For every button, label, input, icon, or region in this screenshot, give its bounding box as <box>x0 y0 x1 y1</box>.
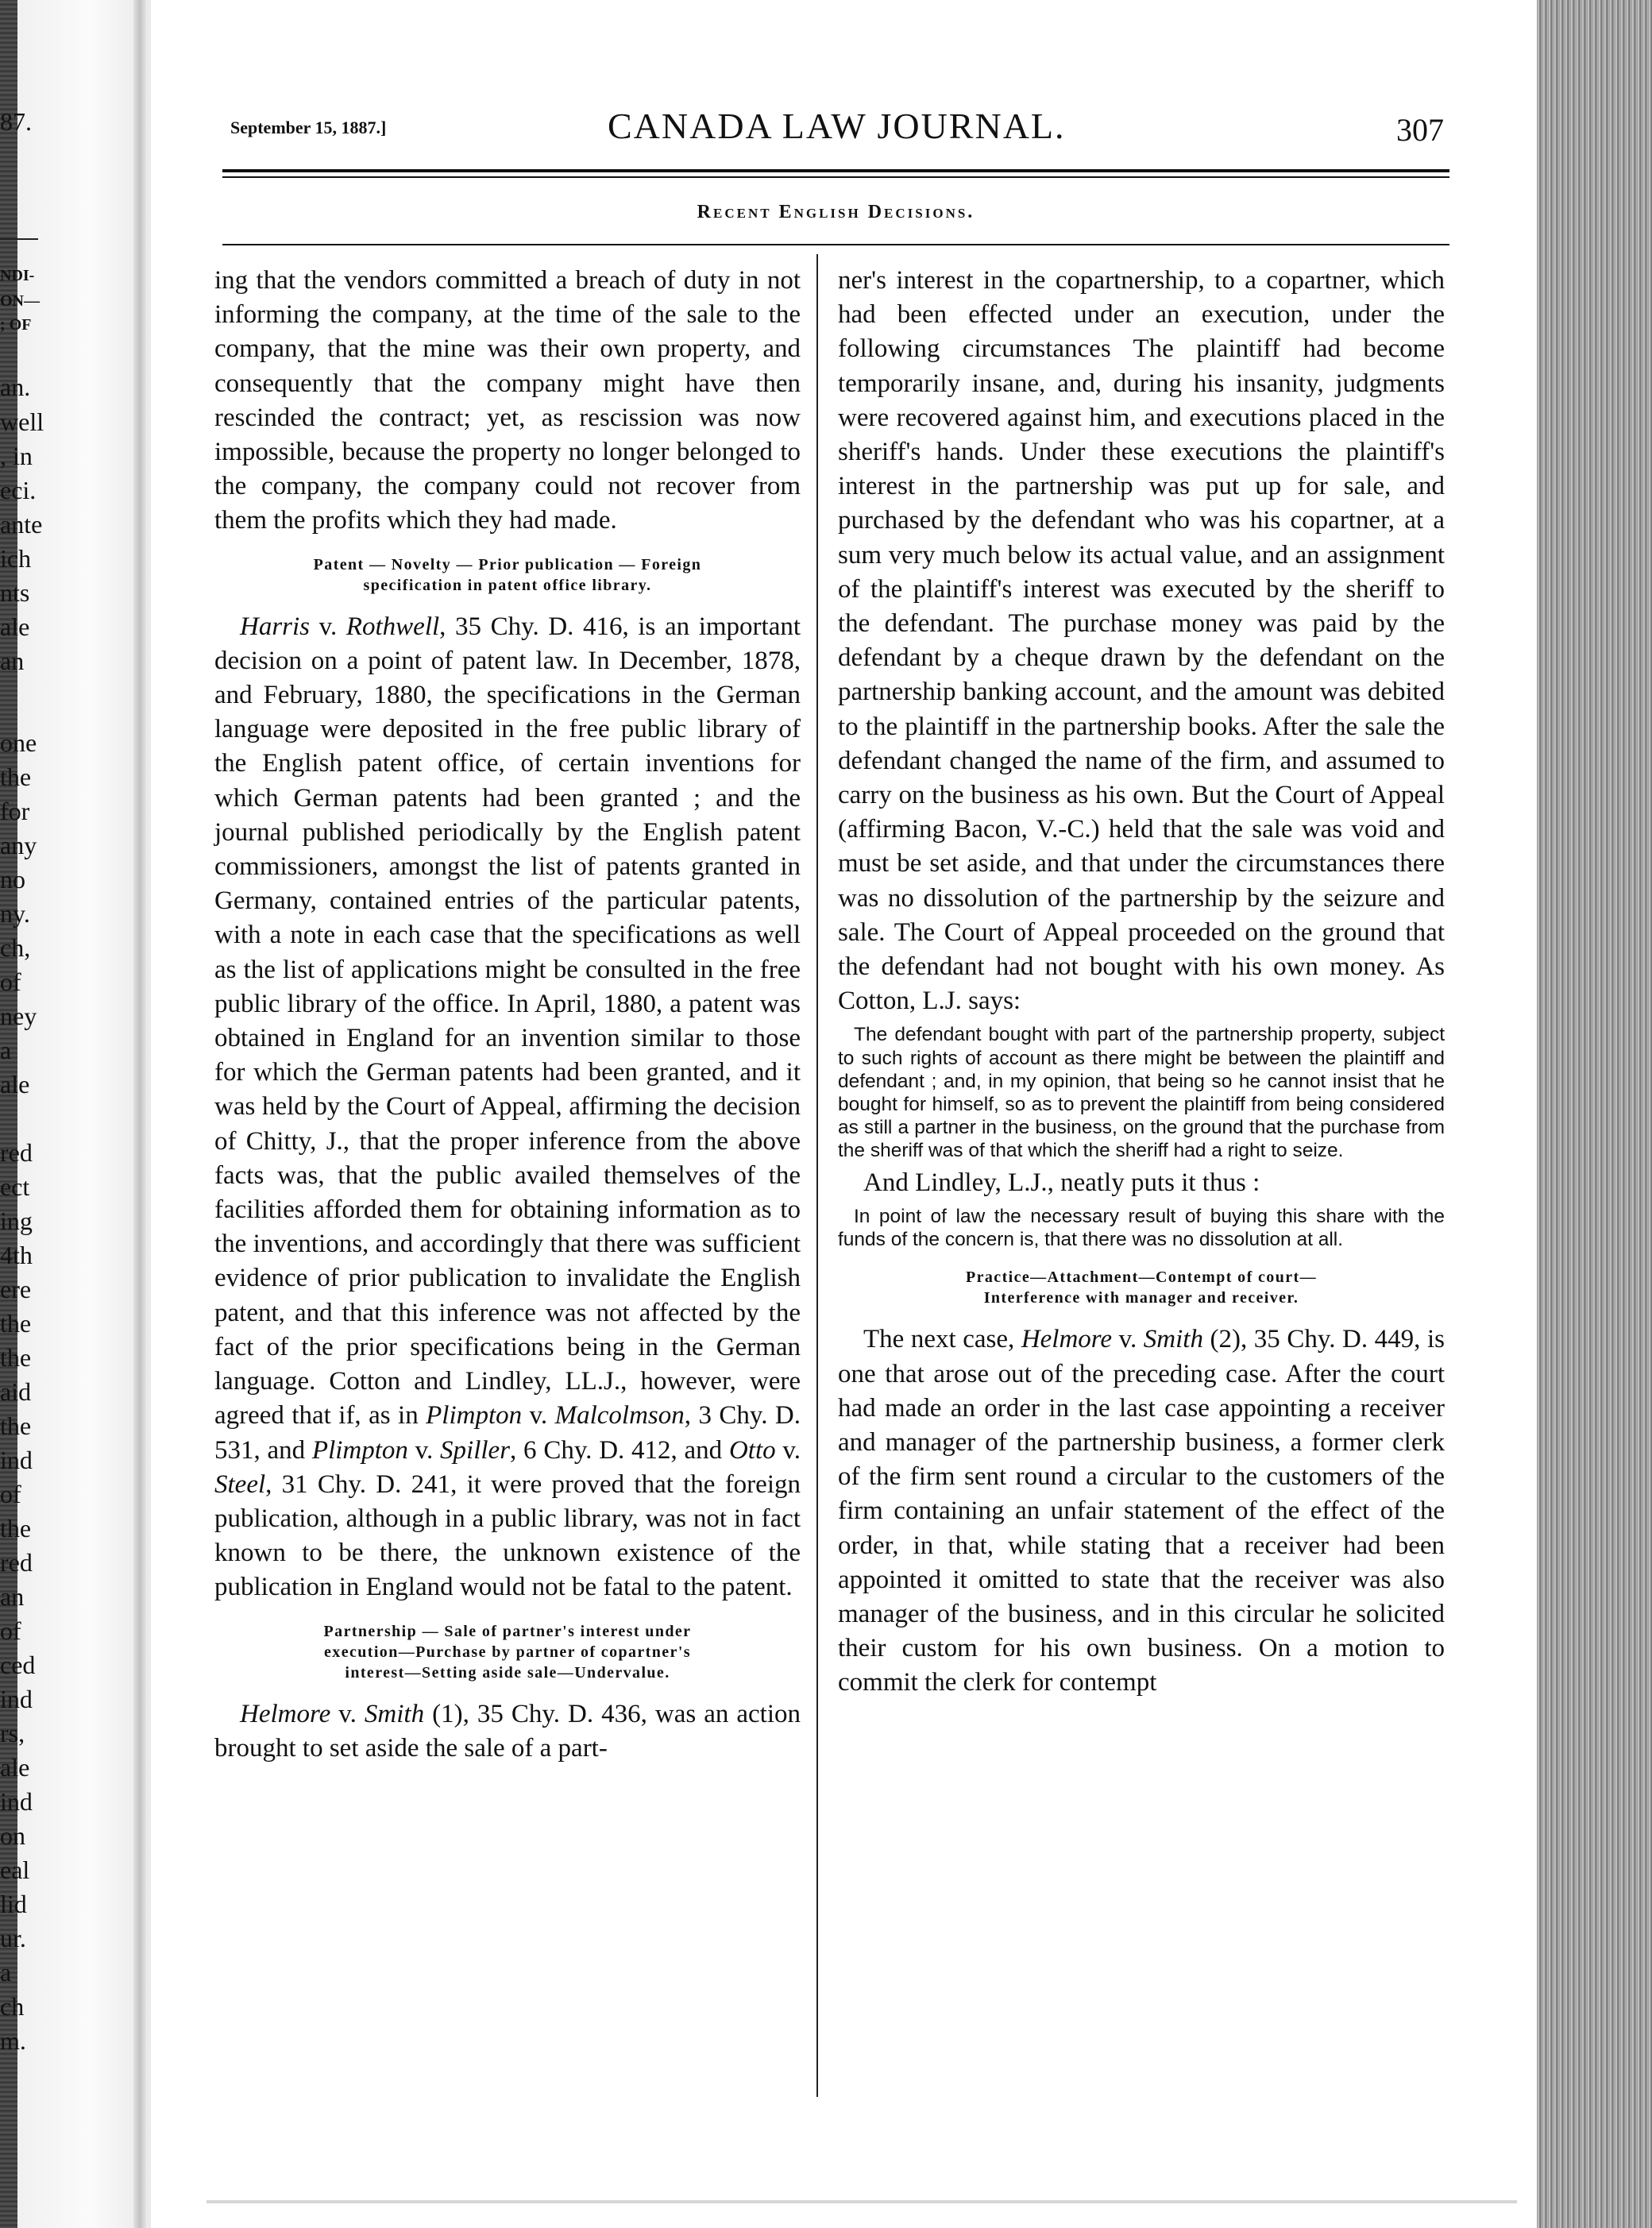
previous-page-fragment: a <box>0 1036 12 1064</box>
previous-page-fragment: on <box>0 1821 25 1850</box>
previous-page-fragment: ; OF <box>0 316 32 334</box>
previous-page-fragment: of <box>0 967 21 996</box>
previous-page-fragment: ch, <box>0 933 31 962</box>
text-run: v. <box>407 1435 441 1465</box>
previous-page-fragment: one <box>0 728 37 757</box>
previous-page-fragment: ON— <box>0 292 40 310</box>
text-run: (2), 35 Chy. D. 449, is one that arose out of the preceding case. After the court had made an order in the last case appointing a receiver and manager of the partnership business, a former clerk of the firm sent round a circular to the customers of the firm containing an unfair statement of the effect of the order, in that, while stating that a receiver had been appointed it omitted to state that the receiver was also manager of the business, and in this circular he solicited their custom for his own business. On a motion to commit the clerk for contempt <box>838 1325 1445 1697</box>
previous-page-fragment: an. <box>0 373 31 401</box>
text-run: , 31 Chy. D. 241, it were proved that the foreign publication, although in a public library, was not in fact known to be there, the unknown existence of the publication in England would not be fatal to the patent. <box>214 1469 801 1602</box>
case-heading-line: Partnership — Sale of partner's interest under <box>323 1622 692 1640</box>
previous-page-fragment: nts <box>0 578 30 607</box>
previous-page-fragment: red <box>0 1548 33 1577</box>
case-heading <box>838 1267 1445 1308</box>
left-column <box>214 264 801 1766</box>
previous-page-fragment: ind <box>0 1685 33 1713</box>
case-name: Helmore <box>240 1699 331 1728</box>
previous-page-fragment: ny. <box>0 899 30 928</box>
text-run: v. <box>522 1401 555 1431</box>
case-heading <box>214 1621 801 1683</box>
previous-page-fragment: 4th <box>0 1241 33 1269</box>
text-run: v. <box>330 1699 365 1728</box>
previous-page-fragment: any <box>0 831 37 859</box>
running-date: September 15, 1887.] <box>230 118 387 137</box>
case-heading-line: execution—Purchase by partner of copartner's <box>324 1643 691 1661</box>
case-heading-line: Interference with manager and receiver. <box>983 1289 1299 1307</box>
header-rule-thick <box>222 169 1449 172</box>
binding-shadow <box>133 0 146 2228</box>
previous-page-fragment: the <box>0 1411 32 1440</box>
previous-page-fragment: 87. <box>0 107 32 136</box>
previous-page-fragment: an <box>0 647 25 675</box>
case-name: Plimpton <box>311 1435 408 1465</box>
previous-page-fragments <box>0 0 48 2228</box>
text-run: v. <box>775 1435 801 1465</box>
text-run: The next case, <box>863 1325 1021 1354</box>
case-heading-line: interest—Setting aside sale—Undervalue. <box>345 1663 670 1682</box>
header-rule-thin <box>222 176 1449 178</box>
case-name: Helmore <box>1021 1325 1113 1354</box>
section-rule <box>222 244 1449 245</box>
previous-page-fragment: , in <box>0 442 33 470</box>
case-name: Harris <box>240 612 311 641</box>
previous-page-fragment: ale <box>0 612 30 641</box>
previous-page-fragment: NDI- <box>0 267 35 284</box>
previous-page-rule <box>0 238 38 240</box>
text-run: (1), 35 Chy. D. 436, was an action brought to set aside the sale of a part- <box>214 1699 801 1763</box>
text-run: , 3 Chy. D. 531, and <box>214 1401 801 1465</box>
paragraph: ner's interest in the copartnership, to a copartner, which had been effected under an execution, under the following circumstances The plaintiff had become temporarily insane, and, during his insanity, judgments were recovered against him, and executions placed in the sheriff's hands. Under these executions the plaintiff's interest in the partnership was put up for sale, and purchased by the defendant who was his copartner, at a sum very much below its actual value, and an assignment of the plaintiff's interest was executed by the sheriff to the defendant. The purchase money was paid by the defendant by a cheque drawn by the defendant on the partnership banking account, and the amount was debited to the plaintiff in the partnership books. After the sale the defendant changed the name of the firm, and assumed to carry on the business as his own. But the Court of Appeal (affirming Bacon, V.-C.) held that the sale was void and must be set aside, and that under the circumstances there was no dissolution of the partnership by the seizure and sale. The Court of Appeal proceeded on the ground that the defendant had not bought with his own money. As Cotton, L.J. says: <box>838 266 1445 1016</box>
journal-page <box>151 0 1537 2228</box>
previous-page-fragment: an <box>0 1582 25 1611</box>
previous-page-fragment: ced <box>0 1651 36 1679</box>
case-heading-line: Practice—Attachment—Contempt of court— <box>966 1268 1317 1287</box>
previous-page-fragment: ch <box>0 1992 25 2021</box>
right-column <box>838 264 1445 1701</box>
section-title: Recent English Decisions. <box>697 202 975 222</box>
previous-page-fragment: ind <box>0 1446 33 1474</box>
previous-page-fragment: of <box>0 1480 21 1508</box>
column-divider <box>816 254 818 2097</box>
previous-page-fragment: ale <box>0 1753 30 1782</box>
previous-page-fragment: ich <box>0 544 32 573</box>
previous-page-fragment: the <box>0 1343 32 1372</box>
case-name: Smith <box>1143 1325 1203 1354</box>
previous-page-fragment: the <box>0 1309 32 1338</box>
block-quote: The defendant bought with part of the partnership property, subject to such rights of account as there might be between the plaintiff and defendant ; and, in my opinion, that being so he cannot insist that he bought for himself, so as to prevent the plaintiff from being considered as still a partner in the business, on the ground that the purchase from the sheriff was of that which the sheriff had a right to seize. <box>838 1024 1445 1162</box>
previous-page-fragment: ing <box>0 1207 33 1235</box>
paragraph: ing that the vendors committed a breach of duty in not informing the company, at the time of the sale to the company, that the mine was their own property, and consequently that the company might have then rescinded the contract; yet, as rescission was now impossible, because the property no longer belonged to the company, the company could not recover from them the profits which they had made. <box>214 266 801 535</box>
paragraph: And Lindley, L.J., neatly puts it thus : <box>863 1168 1260 1197</box>
previous-page-fragment: the <box>0 1514 32 1543</box>
case-heading <box>214 554 801 596</box>
case-name: Plimpton <box>426 1401 523 1431</box>
previous-page-fragment: well <box>0 407 44 436</box>
previous-page-fragment: rs, <box>0 1719 25 1747</box>
previous-page-fragment: eal <box>0 1855 30 1884</box>
case-heading-line: specification in patent office library. <box>363 576 652 594</box>
block-quote: In point of law the necessary result of buying this share with the funds of the concern is, that there was no dissolution at all. <box>838 1205 1445 1251</box>
case-name: Smith <box>364 1699 425 1728</box>
case-name: Otto <box>728 1435 776 1465</box>
previous-page-fragment: ect <box>0 1172 30 1201</box>
case-name: Rothwell <box>345 612 440 641</box>
text-run: v. <box>310 612 346 641</box>
previous-page-fragment: no <box>0 865 25 894</box>
paragraph <box>214 610 801 1605</box>
scan-edge-right <box>1537 0 1652 2228</box>
text-run: v. <box>1112 1325 1144 1354</box>
text-run: , 35 Chy. D. 416, is an important decision on a point of patent law. In December, 1878, and February, 1880, the specifications in the German language were deposited in the free public library of the English patent office, of certain inventions for which German patents had been granted ; and the journal published periodically by the English patent commissioners, amongst the list of patents granted in Germany, contained entries of the particular patents, with a note in each case that the specifications as well as the list of applications might be consulted in the free public library of the office. In April, 1880, a patent was obtained in England for an invention similar to those for which the German patents had been granted, and it was held by the Court of Appeal, affirming the decision of Chitty, J., that the proper inference from the above facts was, that the public availed themselves of the facilities afforded them for obtaining information as to the inventions, and accordingly that there was sufficient evidence of prior publication to invalidate the English patent, and that this inference was not affected by the fact of the prior specifications being in the German language. Cotton and Lindley, LL.J., however, were agreed that if, as in <box>214 612 801 1431</box>
previous-page-fragment: ale <box>0 1070 30 1099</box>
previous-page-fragment: eci. <box>0 476 37 504</box>
scan-blemish <box>206 2200 1517 2203</box>
paragraph <box>838 1323 1445 1700</box>
previous-page-fragment: ur. <box>0 1924 26 1952</box>
previous-page-fragment: ante <box>0 510 43 539</box>
previous-page-fragment: for <box>0 797 30 825</box>
previous-page-fragment: ney <box>0 1002 37 1030</box>
previous-page-fragment: m. <box>0 2026 26 2055</box>
previous-page-fragment: ere <box>0 1275 32 1303</box>
previous-page-fragment: a <box>0 1958 12 1987</box>
previous-page-fragment: lid <box>0 1890 27 1918</box>
text-run: , 6 Chy. D. 412, and <box>510 1435 729 1465</box>
previous-page-fragment: of <box>0 1616 21 1645</box>
case-name: Malcolmson <box>554 1401 685 1431</box>
previous-page-fragment: red <box>0 1138 33 1167</box>
previous-page-fragment: the <box>0 763 32 791</box>
page-number: 307 <box>1396 112 1444 148</box>
paragraph <box>214 1697 801 1766</box>
previous-page-fragment: ind <box>0 1787 33 1816</box>
case-name: Steel <box>214 1469 266 1499</box>
journal-title: CANADA LAW JOURNAL. <box>608 106 1066 146</box>
case-name: Spiller <box>440 1435 511 1465</box>
case-heading-line: Patent — Novelty — Prior publication — Foreign <box>313 555 702 573</box>
previous-page-fragment: aid <box>0 1377 32 1406</box>
